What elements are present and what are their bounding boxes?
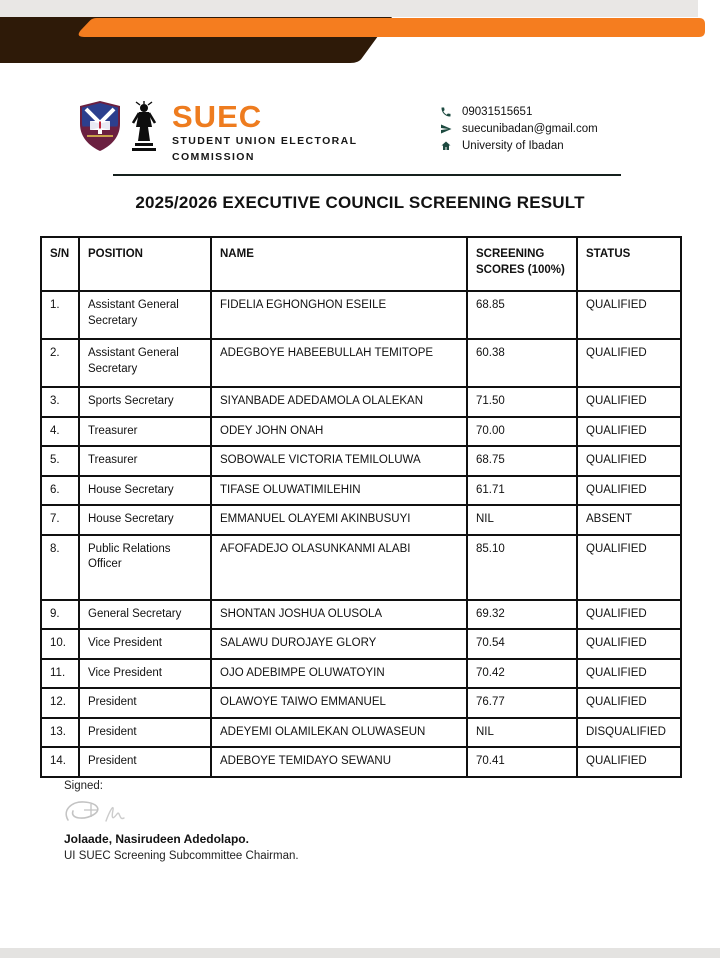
signatory-name: Jolaade, Nasirudeen Adedolapo. (64, 832, 249, 846)
cell-name: ADEGBOYE HABEEBULLAH TEMITOPE (211, 339, 467, 387)
col-header-score: SCREENING SCORES (100%) (467, 237, 577, 291)
cell-status: QUALIFIED (577, 291, 681, 339)
cell-score: 85.10 (467, 535, 577, 600)
page-title: 2025/2026 EXECUTIVE COUNCIL SCREENING RESULT (135, 193, 585, 212)
table-row (41, 747, 681, 777)
cell-name: SHONTAN JOSHUA OLUSOLA (211, 600, 467, 630)
table-row (41, 718, 681, 748)
cell-position: President (79, 747, 211, 777)
cell-sn: 14. (41, 747, 79, 777)
table-row (41, 688, 681, 718)
cell-position: Treasurer (79, 417, 211, 447)
cell-status: QUALIFIED (577, 417, 681, 447)
cell-status: QUALIFIED (577, 747, 681, 777)
cell-status: QUALIFIED (577, 659, 681, 689)
contact-block (440, 106, 598, 152)
cell-name: ADEYEMI OLAMILEKAN OLUWASEUN (211, 718, 467, 748)
cell-position: Assistant General Secretary (79, 339, 211, 387)
cell-score: 68.75 (467, 446, 577, 476)
col-header-name: NAME (211, 237, 467, 291)
cell-sn: 9. (41, 600, 79, 630)
cell-score: 69.32 (467, 600, 577, 630)
cell-name: ODEY JOHN ONAH (211, 417, 467, 447)
col-header-status: STATUS (577, 237, 681, 291)
col-header-sn: S/N (41, 237, 79, 291)
cell-position: Assistant General Secretary (79, 291, 211, 339)
cell-name: ADEBOYE TEMIDAYO SEWANU (211, 747, 467, 777)
cell-name: SALAWU DUROJAYE GLORY (211, 629, 467, 659)
top-decoration (0, 0, 720, 70)
org-name (172, 134, 357, 164)
signature-block (64, 780, 299, 862)
cell-sn: 7. (41, 505, 79, 535)
cell-status: QUALIFIED (577, 629, 681, 659)
header-divider (113, 174, 621, 176)
table-body (41, 291, 681, 777)
cell-sn: 5. (41, 446, 79, 476)
cell-position: House Secretary (79, 505, 211, 535)
cell-sn: 13. (41, 718, 79, 748)
cell-status: QUALIFIED (577, 446, 681, 476)
table-header-row (41, 237, 681, 291)
cell-name: OJO ADEBIMPE OLUWATOYIN (211, 659, 467, 689)
cell-score: 70.54 (467, 629, 577, 659)
cell-name: AFOFADEJO OLASUNKANMI ALABI (211, 535, 467, 600)
cell-position: House Secretary (79, 476, 211, 506)
cell-status: QUALIFIED (577, 535, 681, 600)
cell-sn: 3. (41, 387, 79, 417)
cell-position: Vice President (79, 659, 211, 689)
contact-email (440, 123, 598, 135)
cell-sn: 11. (41, 659, 79, 689)
signatory-role: UI SUEC Screening Subcommittee Chairman. (64, 850, 299, 862)
table-row (41, 387, 681, 417)
cell-score: 61.71 (467, 476, 577, 506)
table-row (41, 505, 681, 535)
signed-label: Signed: (64, 780, 104, 792)
cell-status: QUALIFIED (577, 600, 681, 630)
cell-score: NIL (467, 718, 577, 748)
cell-sn: 12. (41, 688, 79, 718)
org-acronym: SUEC (172, 99, 263, 134)
cell-position: Sports Secretary (79, 387, 211, 417)
contact-location (440, 140, 598, 152)
cell-status: ABSENT (577, 505, 681, 535)
org-name-line2: COMMISSION (172, 150, 255, 163)
phone-icon (440, 106, 452, 118)
cell-name: SOBOWALE VICTORIA TEMILOLUWA (211, 446, 467, 476)
contact-location-text: University of Ibadan (462, 140, 564, 152)
cell-name: TIFASE OLUWATIMILEHIN (211, 476, 467, 506)
table-row (41, 535, 681, 600)
table-row (41, 629, 681, 659)
cell-score: NIL (467, 505, 577, 535)
cell-name: SIYANBADE ADEDAMOLA OLALEKAN (211, 387, 467, 417)
cell-score: 76.77 (467, 688, 577, 718)
cell-position: Public Relations Officer (79, 535, 211, 600)
cell-sn: 4. (41, 417, 79, 447)
cell-status: QUALIFIED (577, 688, 681, 718)
cell-position: General Secretary (79, 600, 211, 630)
statue-logo-icon (130, 101, 158, 155)
results-table (40, 236, 682, 778)
send-icon (440, 123, 452, 135)
bottom-decoration (0, 948, 720, 958)
cell-position: President (79, 688, 211, 718)
cell-sn: 10. (41, 629, 79, 659)
university-crest-icon (78, 100, 122, 152)
cell-score: 70.41 (467, 747, 577, 777)
cell-status: QUALIFIED (577, 339, 681, 387)
cell-status: DISQUALIFIED (577, 718, 681, 748)
cell-score: 70.00 (467, 417, 577, 447)
cell-position: President (79, 718, 211, 748)
cell-name: FIDELIA EGHONGHON ESEILE (211, 291, 467, 339)
org-name-line1: STUDENT UNION ELECTORAL (172, 135, 358, 148)
cell-status: QUALIFIED (577, 387, 681, 417)
cell-sn: 1. (41, 291, 79, 339)
cell-status: QUALIFIED (577, 476, 681, 506)
home-icon (440, 140, 452, 152)
cell-name: EMMANUEL OLAYEMI AKINBUSUYI (211, 505, 467, 535)
table-row (41, 600, 681, 630)
cell-sn: 2. (41, 339, 79, 387)
table-row (41, 659, 681, 689)
cell-score: 60.38 (467, 339, 577, 387)
cell-score: 71.50 (467, 387, 577, 417)
table-row (41, 417, 681, 447)
table-row (41, 476, 681, 506)
signature-mark (62, 796, 128, 830)
cell-position: Treasurer (79, 446, 211, 476)
cell-name: OLAWOYE TAIWO EMMANUEL (211, 688, 467, 718)
contact-email-text: suecunibadan@gmail.com (462, 123, 598, 135)
cell-score: 70.42 (467, 659, 577, 689)
table-row (41, 446, 681, 476)
cell-sn: 6. (41, 476, 79, 506)
cell-position: Vice President (79, 629, 211, 659)
cell-score: 68.85 (467, 291, 577, 339)
letterhead (78, 100, 357, 165)
org-text (172, 99, 358, 165)
contact-phone-text: 09031515651 (462, 106, 533, 118)
table-row (41, 339, 681, 387)
contact-phone (440, 106, 598, 118)
col-header-position: POSITION (79, 237, 211, 291)
cell-sn: 8. (41, 535, 79, 600)
table-row (41, 291, 681, 339)
